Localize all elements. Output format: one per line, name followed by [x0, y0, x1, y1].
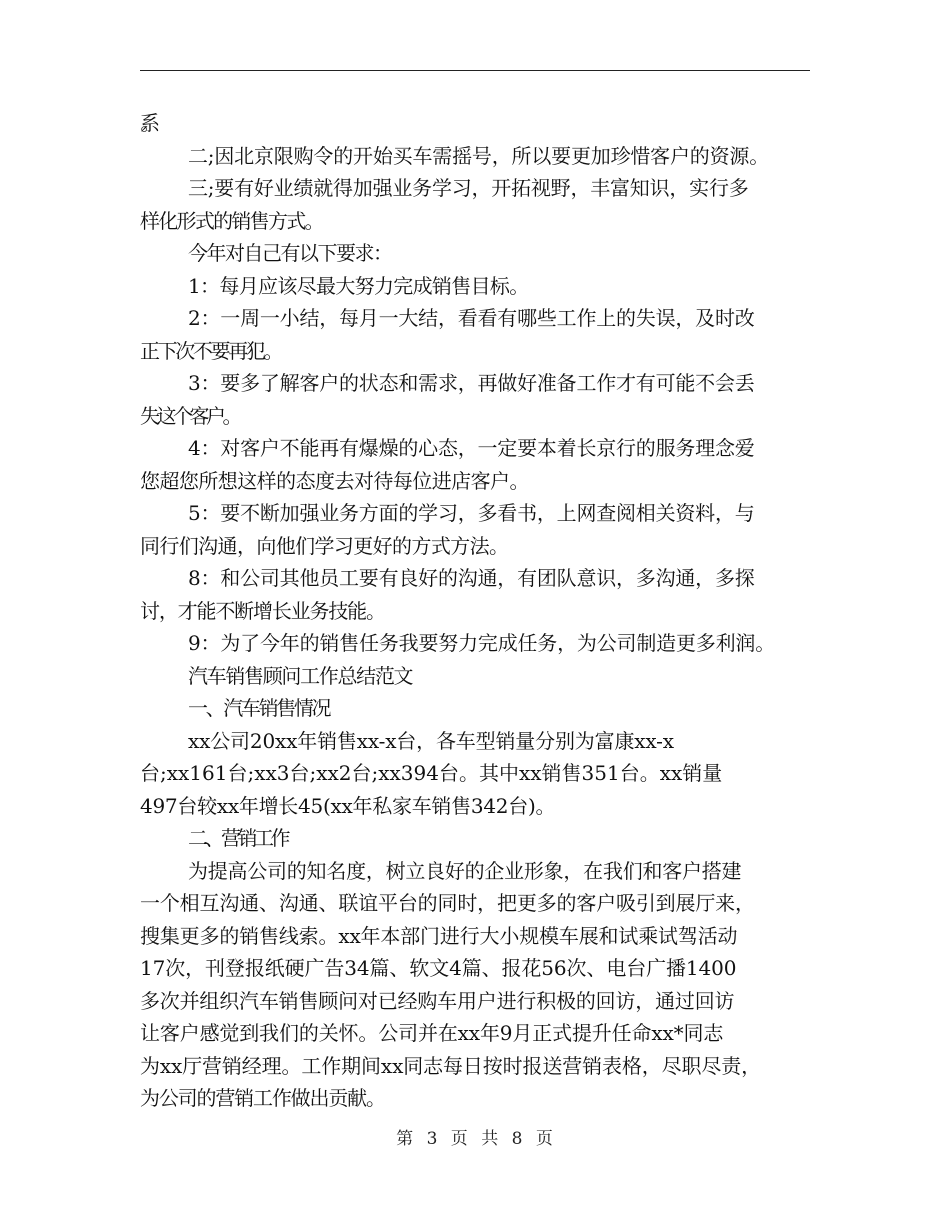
text-line: 搜集更多的销售线索。xx年本部门进行大小规模车展和试乘试驾活动	[140, 923, 738, 948]
text-line: 汽车销售顾问工作总结范文	[188, 663, 413, 688]
text-line: 二;因北京限购令的开始买车需摇号，所以要更加珍惜客户的资源。	[188, 143, 770, 168]
text-line: 三;要有好业绩就得加强业务学习，开拓视野，丰富知识，实行多	[188, 176, 749, 200]
text-line: xx公司20xx年销售xx-x台，各车型销量分别为富康xx-x	[188, 728, 674, 753]
text-line: 让客户感觉到我们的关怀。公司并在xx年9月正式提升任命xx*同志	[140, 1021, 724, 1045]
text-line: 17次，刊登报纸硬广告34篇、软文4篇、报花56次、电台广播1400	[140, 956, 737, 980]
text-line: 失这个客户。	[140, 403, 239, 428]
text-line: 正下次不要再犯。	[140, 338, 282, 363]
text-line: 5：要不断加强业务方面的学习，多看书，上网查阅相关资料，与	[188, 501, 755, 525]
text-line: 台;xx161台;xx3台;xx2台;xx394台。其中xx销售351台。xx销量	[140, 761, 723, 785]
text-line: 8：和公司其他员工要有良好的沟通，有团队意识，多沟通，多探	[188, 566, 755, 590]
text-line: 为提高公司的知名度，树立良好的企业形象，在我们和客户搭建	[188, 858, 742, 883]
text-line: 同行们沟通，向他们学习更好的方式方法。	[140, 533, 509, 558]
document-body	[140, 107, 840, 1115]
text-line: 讨，才能不断增长业务技能。	[140, 598, 385, 623]
page-footer: 第 3 页 共 8 页	[396, 1129, 554, 1149]
text-line: 为公司的营销工作做出贡献。	[140, 1086, 385, 1110]
text-line: 多次并组织汽车销售顾问对已经购车用户进行积极的回访，通过回访	[140, 988, 735, 1013]
text-line: 您超您所想这样的态度去对待每位进店客户。	[140, 468, 529, 493]
text-line: 1：每月应该尽最大努力完成销售目标。	[188, 273, 529, 298]
text-line: 一个相互沟通、沟通、联谊平台的同时，把更多的客户吸引到展厅来，	[140, 891, 755, 915]
header-rule	[140, 70, 810, 71]
text-line: 为xx厅营销经理。工作期间xx同志每日按时报送营销表格，尽职尽责，	[140, 1053, 761, 1078]
text-line: 4：对客户不能再有爆燥的心态，一定要本着长京行的服务理念爱	[188, 436, 755, 460]
text-line: 3：要多了解客户的状态和需求，再做好准备工作才有可能不会丢	[188, 371, 755, 395]
text-line: 二、营销工作	[188, 826, 287, 850]
text-line: 2：一周一小结，每月一大结，看看有哪些工作上的失误，及时改	[188, 306, 755, 330]
text-line: 今年对自己有以下要求：	[188, 241, 392, 265]
text-line: 497台较xx年增长45(xx年私家车销售342台)。	[140, 793, 556, 818]
text-line: 9：为了今年的销售任务我要努力完成任务，为公司制造更多利润。	[188, 631, 776, 655]
text-line: 一、汽车销售情况	[188, 696, 330, 720]
text-line: 样化形式的销售方式。	[140, 208, 323, 233]
text-line: 系。	[140, 111, 141, 135]
